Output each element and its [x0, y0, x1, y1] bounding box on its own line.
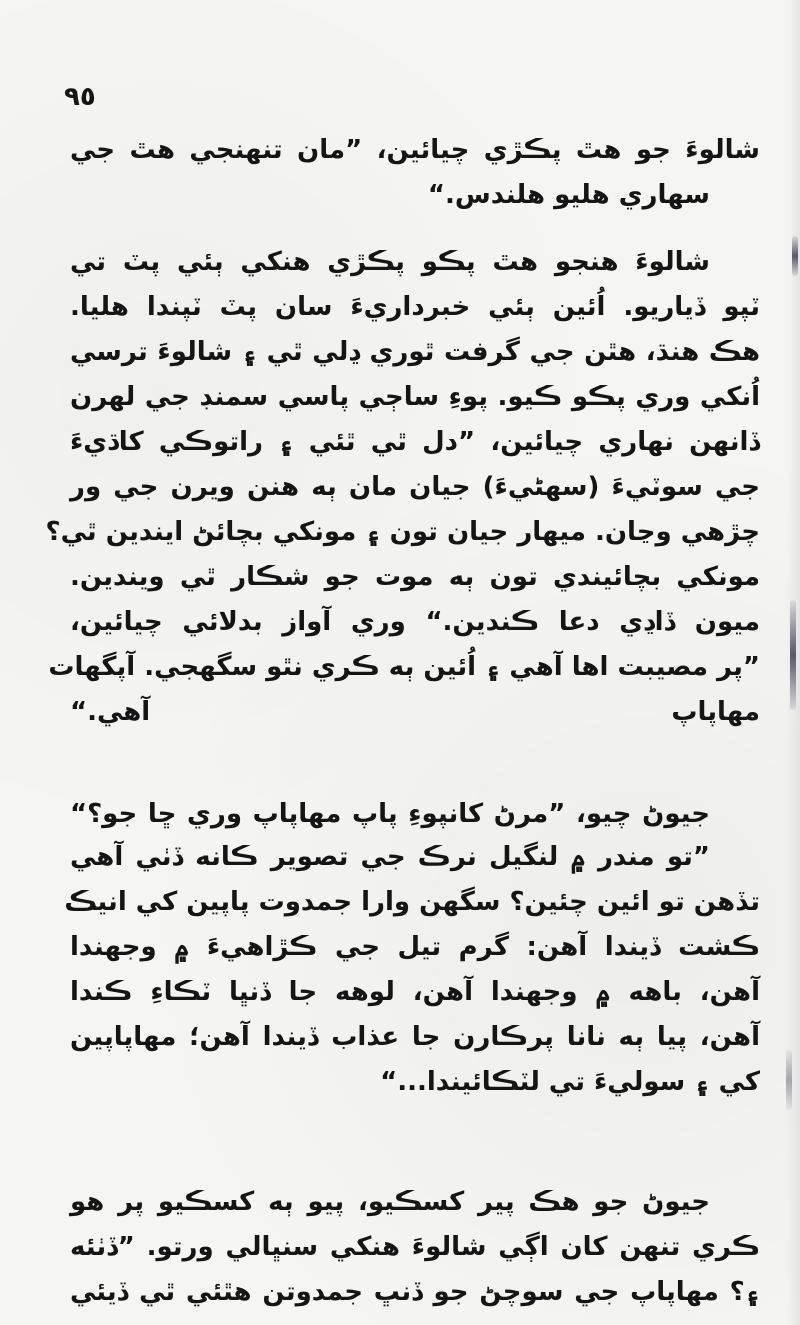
paragraph-1	[70, 128, 760, 218]
text-line: جيوڻ جو هڪ پير کسڪيو، پيو ٻه کسڪيو پر هو	[70, 1187, 710, 1217]
text-line: کي ۽ سوليءَ تي لٽڪائيندا...“	[380, 1067, 760, 1097]
paragraph-5	[70, 1180, 760, 1315]
text-line: جي سوٽيءَ (سهڻيءَ) جيان مان ٻه هنن ويرن جي ور	[70, 472, 760, 502]
text-line: ٽپو ڏياريو. اُئين ٻئي خبرداريءَ سان پٽ ٽپندا هليا.	[70, 292, 760, 322]
text-line: ”تو مندر ۾ لنگيل نرڪ جي تصوير ڪانه ڏٺي آهي	[70, 842, 710, 872]
text-line: مهاپاپ آهي.“	[70, 697, 760, 727]
text-line: ”پر مصيبت اها آهي ۽ اُئين ٻه ڪري نٿو سگهجي. آپگهات	[48, 652, 760, 682]
text-line: آهن، پيا ٻه نانا پرڪارن جا عذاب ڏيندا آهن؛ مهاپاپين	[70, 1022, 760, 1052]
text-line: تڏهن تو ائين چئين؟ سگهن وارا جمدوت پاپين کي انيڪ	[64, 887, 760, 917]
text-line: آهن، باهه ۾ وجهندا آهن، لوهه جا ڏنڀا ٽڪاءِ ڪندا	[70, 977, 760, 1007]
text-line: ڪري تنهن کان اڳي شالوءَ هنکي سنڀالي ورتو. ”ڏٺئه	[70, 1232, 760, 1262]
paragraph-3	[70, 792, 760, 837]
page-number: ٩٥	[64, 82, 96, 112]
paragraph-2	[45, 240, 760, 735]
text-line: مونکي بچائيندي تون ٻه موت جو شڪار ٿي ويندين.	[70, 562, 760, 592]
text-line: چڙهي وڃان. ميهار جيان تون ۽ مونکي بچائڻ ايندين ٿي؟	[45, 517, 760, 547]
binding-mark	[790, 600, 796, 710]
text-line: جيوڻ چيو، ”مرڻ کانپوءِ پاپ مهاپاپ وري ڇا جو؟“	[70, 799, 710, 829]
text-line: هڪ هنڌ، هٿن جي گرفت ٿوري ڍلي ٿي ۽ شالوءَ ترسي	[70, 337, 760, 367]
paragraph-4	[64, 835, 760, 1105]
text-line: سهاري هليو هلندس.“	[427, 180, 710, 210]
text-line: ڪشت ڏيندا آهن: گرم تيل جي ڪڙاهيءَ ۾ وجهندا	[70, 932, 760, 962]
binding-mark	[792, 236, 798, 276]
text-line: ۽؟ مهاپاپ جي سوچڻ جو ڏنڀ جمدوتن هٿئي ٿي ڏيئي	[70, 1277, 760, 1307]
text-line: اُنکي وري پڪو ڪيو. پوءِ ساڄي پاسي سمنڊ جي لهرن	[70, 382, 760, 412]
text-line: شالوءَ هنجو هٿ پڪو پڪڙي هنکي ٻئي پٽ تي	[70, 247, 710, 277]
text-line: ڏانهن نهاري چيائين، ”دل ٿي ٿئي ۽ راتوڪي کاڌيءَ	[70, 427, 760, 457]
binding-mark	[786, 1050, 792, 1110]
text-line: ميون ڏاڍي دعا ڪندين.“ وري آواز بدلائي چيائين،	[70, 607, 760, 637]
text-line: شالوءَ جو هٿ پڪڙي چيائين، ”مان تنهنجي هٿ جي	[70, 135, 760, 165]
